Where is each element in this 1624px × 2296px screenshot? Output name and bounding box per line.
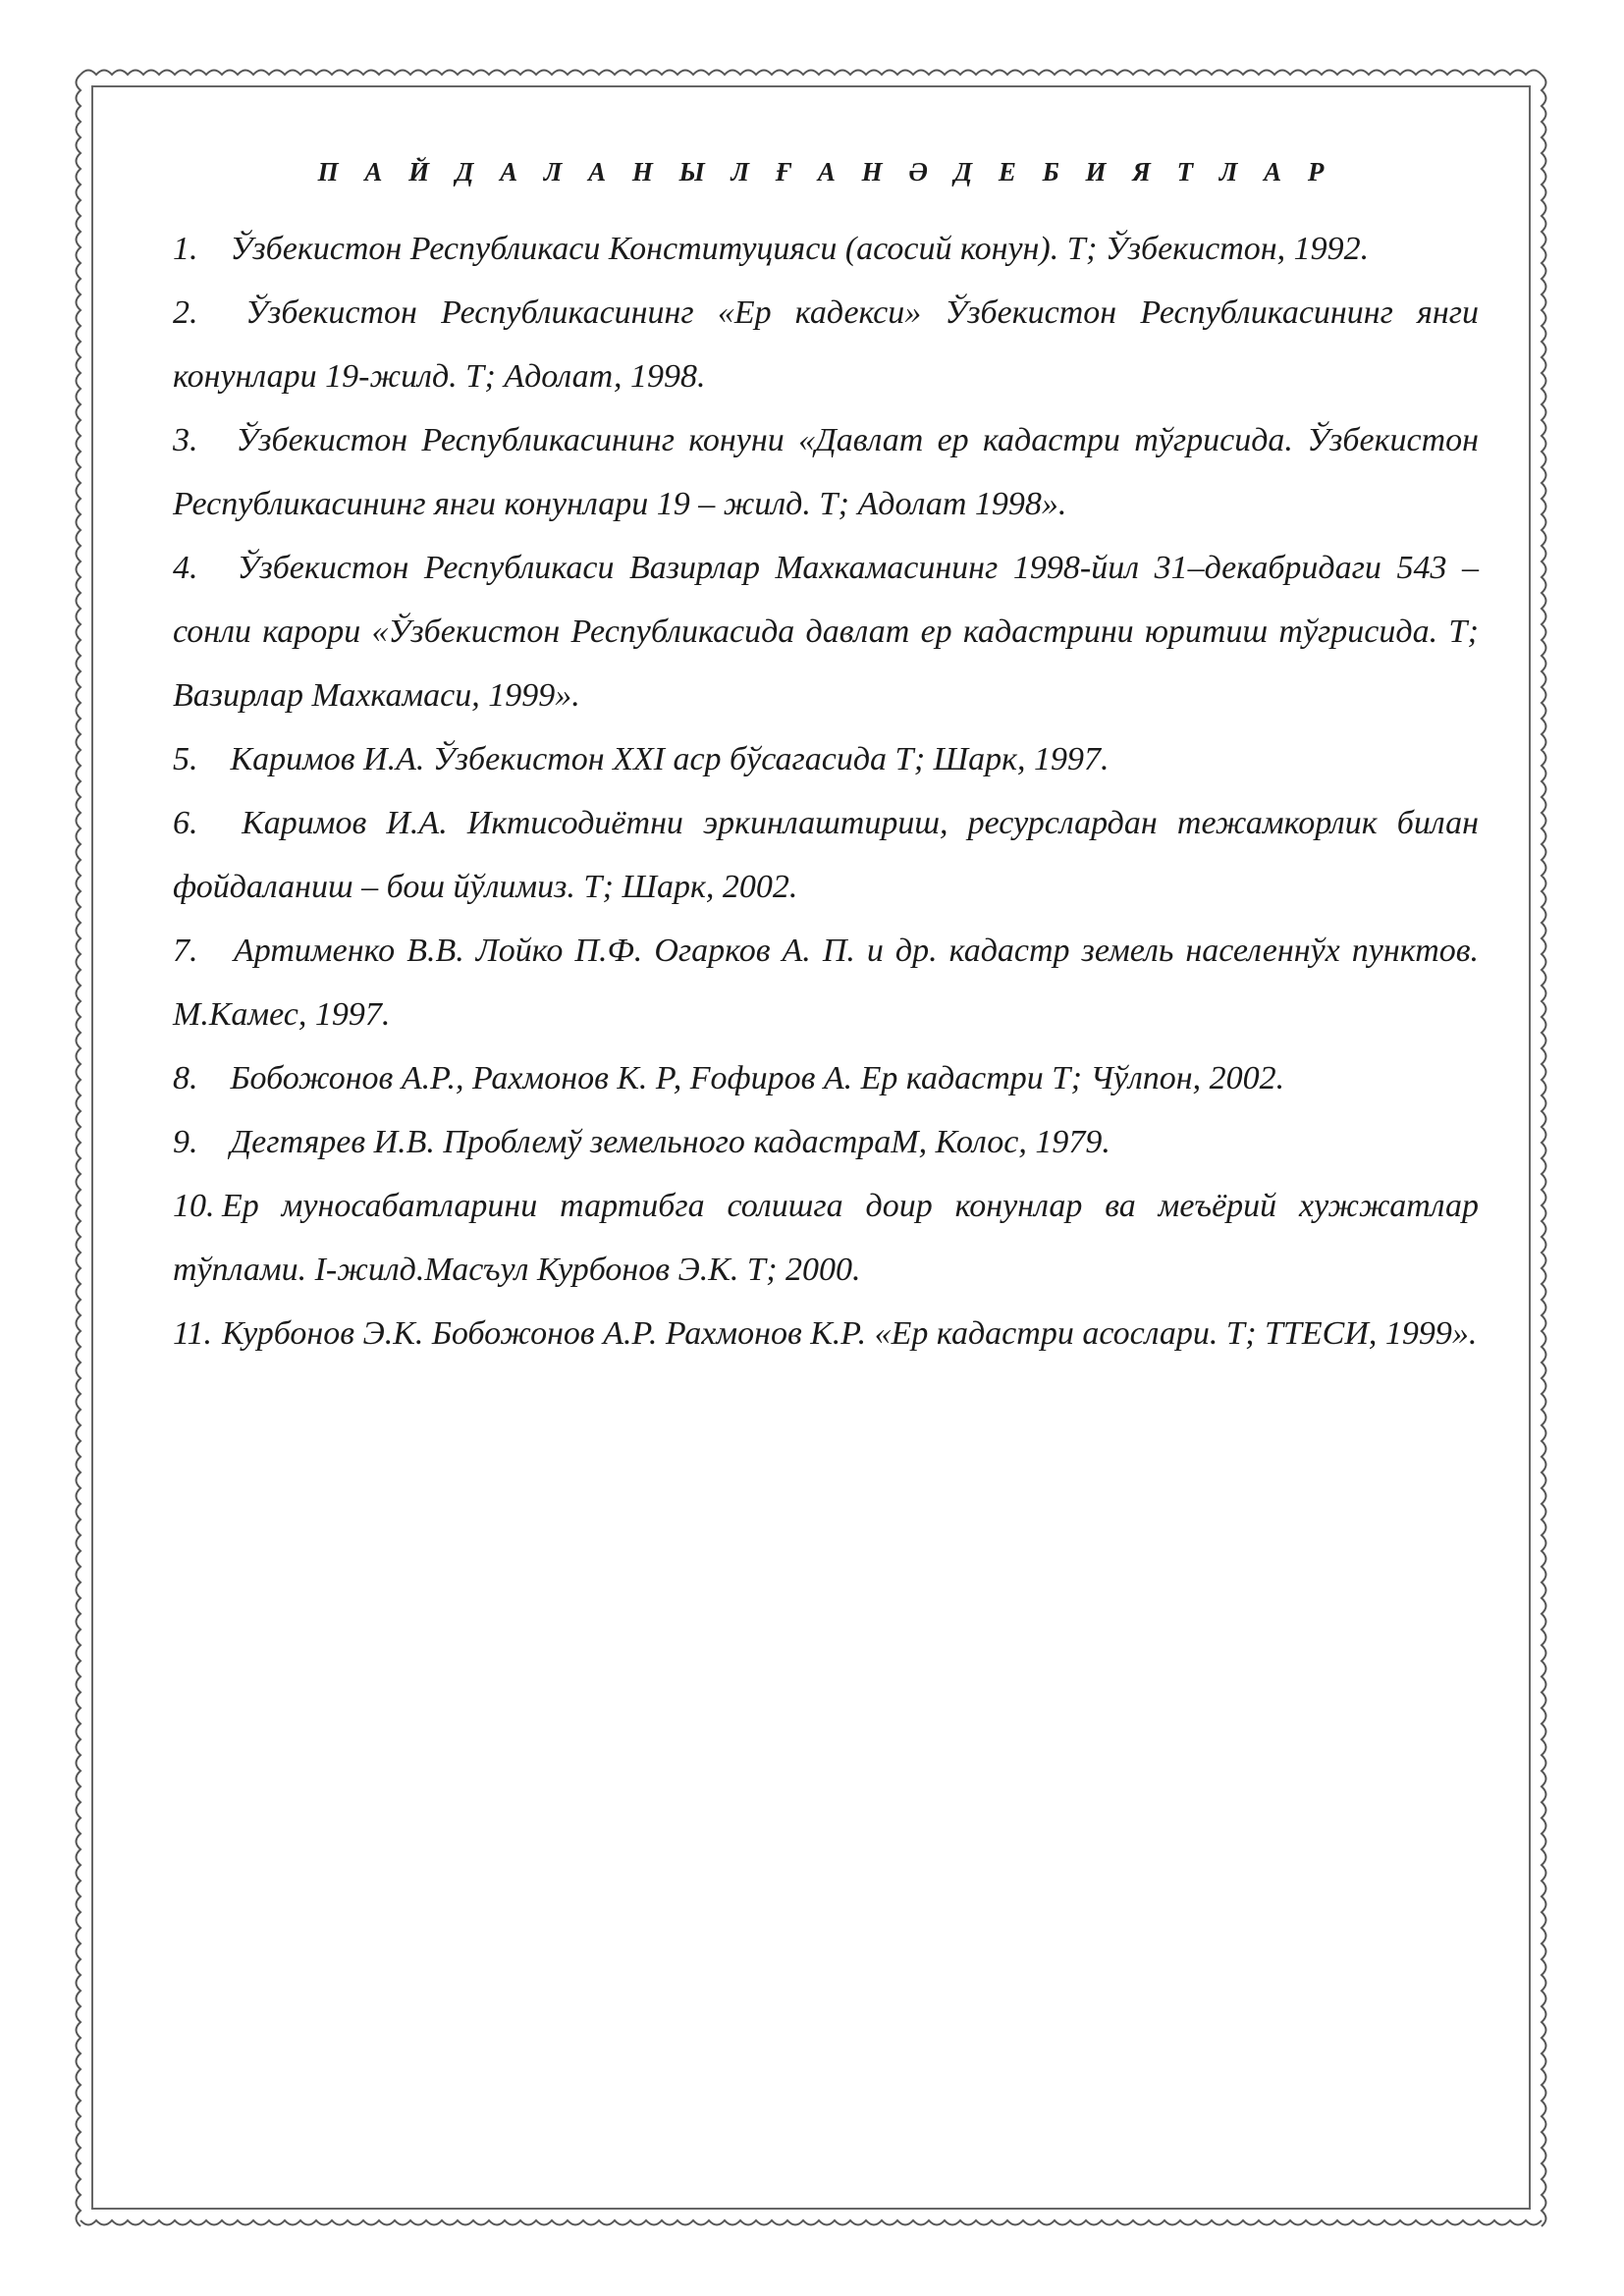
border-wave [77,75,81,2226]
reference-item: 3. Ўзбекистон Республикасининг конуни «Давлат ер кадастри тўгрисида. Ўзбекистон Республикасининг янги конунлари 19 – жилд. Т; Адолат 1998». [173,422,1479,522]
reference-item: 6. Каримов И.А. Иктисодиётни эркинлаштириш, ресурслардан тежамкорлик билан фойдаланиш – бош йўлимиз. Т; Шарк, 2002. [173,805,1479,905]
border-wave [81,71,1542,76]
reference-item: 1. Ўзбекистон Республикаси Конституцияси (асосий конун). Т; Ўзбекистон, 1992. [173,231,1370,267]
reference-item: 8. Бобожонов А.Р., Рахмонов К. Р, Fофиров А. Ер кадастри Т; Чўлпон, 2002. [173,1060,1285,1096]
border-wave [81,2220,1542,2225]
reference-item: 5. Каримов И.А. Ўзбекистон XXI аср бўсагасида Т; Шарк, 1997. [173,741,1110,777]
document-body [173,147,1479,1365]
page-title: П А Й Д А Л А Н Ы Л Ғ А Н Ә Д Е Б И Я Т Л А Р [317,157,1334,187]
reference-item: 7. Артименко В.В. Лойко П.Ф. Огарков А. П. и др. кадастр земель населеннўх пунктов. М.Камес, 1997. [173,933,1480,1033]
reference-item: 11. Курбонов Э.К. Бобожонов А.Р. Рахмонов К.Р. «Ер кадастри асослари. Т; ТТЕСИ, 1999». [173,1315,1478,1352]
reference-item: 2. Ўзбекистон Республикасининг «Ер кадекси» Ўзбекистон Республикасининг янги конунлари 19-жилд. Т; Адолат, 1998. [173,294,1480,395]
reference-item: 9. Дегтярев И.В. Проблемў земельного кадастраМ, Колос, 1979. [173,1124,1110,1160]
border-wave [1542,75,1546,2226]
reference-item: 4. Ўзбекистон Республикаси Вазирлар Махкамасининг 1998-йил 31–декабридаги 543 – сонли карори «Ўзбекистон Республикасида давлат ер кадастрини юритиш тўгрисида. Т; Вазирлар Махкамаси, 1999». [173,550,1479,714]
reference-item: 10. Ер муносабатларини тартибга солишга доир конунлар ва меъёрий хужжатлар тўплами. I-жилд.Масъул Курбонов Э.К. Т; 2000. [173,1188,1479,1288]
reference-list [173,217,1479,1365]
